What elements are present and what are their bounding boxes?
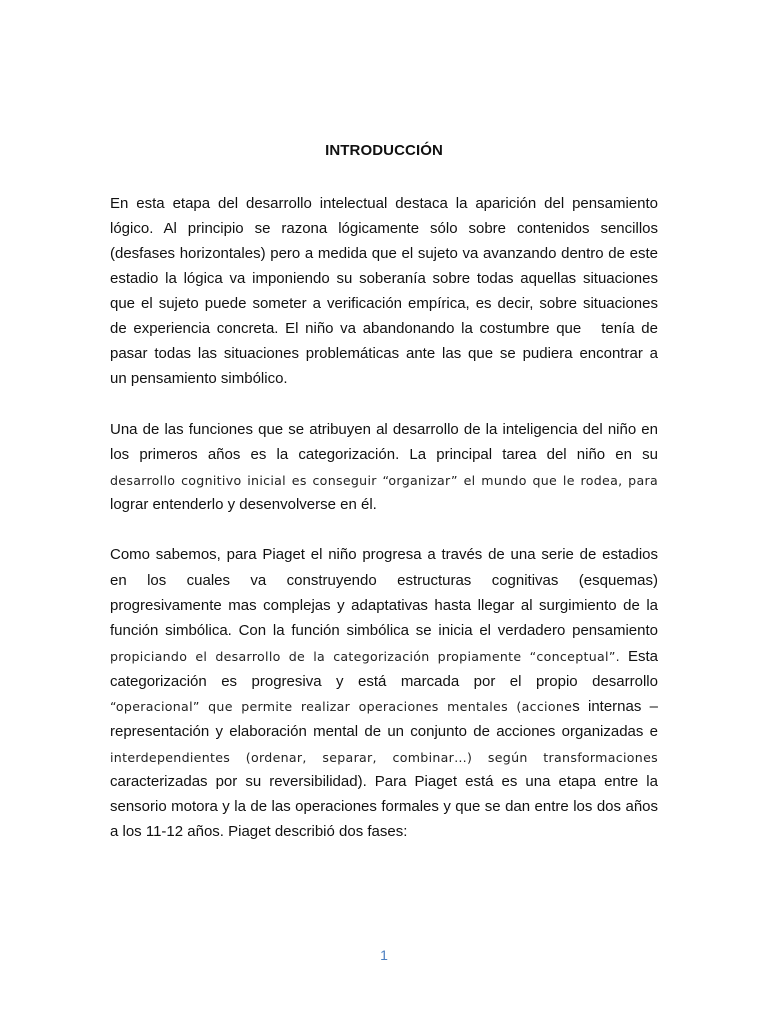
paragraph-1-line-3: (desfases horizontales) pero a medida que el sujeto va avanzando dentro de este bbox=[110, 245, 658, 262]
paragraph-3-line-7-end: s internas – bbox=[572, 698, 658, 715]
paragraph-1-line-6: de experiencia concreta. El niño va abandonando la costumbre que tenía de bbox=[110, 320, 658, 337]
paragraph-3-line-5-start: propiciando el desarrollo de la categorización propiamente “conceptual”. bbox=[110, 649, 620, 664]
paragraph-3-line-3: progresivamente mas complejas y adaptativas hasta llegar al surgimiento de la bbox=[110, 597, 658, 614]
paragraph-2-line-2: los primeros años es la categorización. La principal tarea del niño en su bbox=[110, 446, 658, 463]
paragraph-1-line-2: lógico. Al principio se razona lógicamente sólo sobre contenidos sencillos bbox=[110, 220, 658, 237]
paragraph-3-line-9: interdependientes (ordenar, separar, combinar…) según transformaciones bbox=[110, 750, 658, 765]
paragraph-3-line-5 bbox=[110, 647, 658, 667]
paragraph-3-line-5-end: Esta bbox=[627, 648, 658, 665]
document-title: INTRODUCCIÓN bbox=[325, 142, 443, 159]
paragraph-1-line-5: que el sujeto puede someter a verificación empírica, es decir, sobre situaciones bbox=[110, 295, 658, 312]
paragraph-2-line-4: lograr entenderlo y desenvolverse en él. bbox=[110, 496, 377, 513]
paragraph-3-line-8: representación y elaboración mental de un conjunto de acciones organizadas e bbox=[110, 723, 658, 740]
paragraph-1-line-8: un pensamiento simbólico. bbox=[110, 370, 288, 387]
paragraph-3-line-11: sensorio motora y la de las operaciones formales y que se dan entre los dos años bbox=[110, 798, 658, 815]
paragraph-3-line-12: a los 11-12 años. Piaget describió dos fases: bbox=[110, 823, 408, 840]
paragraph-3-line-10: caracterizadas por su reversibilidad). Para Piaget está es una etapa entre la bbox=[110, 773, 658, 790]
paragraph-1-line-1: En esta etapa del desarrollo intelectual destaca la aparición del pensamiento bbox=[110, 195, 658, 212]
paragraph-2-line-1: Una de las funciones que se atribuyen al desarrollo de la inteligencia del niño en bbox=[110, 421, 658, 438]
paragraph-1-line-4: estadio la lógica va imponiendo su soberanía sobre todas aquellas situaciones bbox=[110, 270, 658, 287]
paragraph-1-line-7: pasar todas las situaciones problemáticas ante las que se pudiera encontrar a bbox=[110, 345, 658, 362]
paragraph-2-line-3: desarrollo cognitivo inicial es conseguir “organizar” el mundo que le rodea, para bbox=[110, 473, 658, 488]
paragraph-3-line-4: función simbólica. Con la función simbólica se inicia el verdadero pensamiento bbox=[110, 622, 658, 639]
paragraph-3-line-7-start: “operacional” que permite realizar operaciones mentales (accione bbox=[110, 699, 573, 714]
page-number: 1 bbox=[380, 947, 388, 963]
paragraph-3-line-6: categorización es progresiva y está marcada por el propio desarrollo bbox=[110, 673, 658, 690]
paragraph-3-line-2: en los cuales va construyendo estructuras cognitivas (esquemas) bbox=[110, 572, 658, 589]
paragraph-3-line-7 bbox=[110, 697, 658, 717]
paragraph-3-line-1: Como sabemos, para Piaget el niño progresa a través de una serie de estadios bbox=[110, 546, 658, 563]
